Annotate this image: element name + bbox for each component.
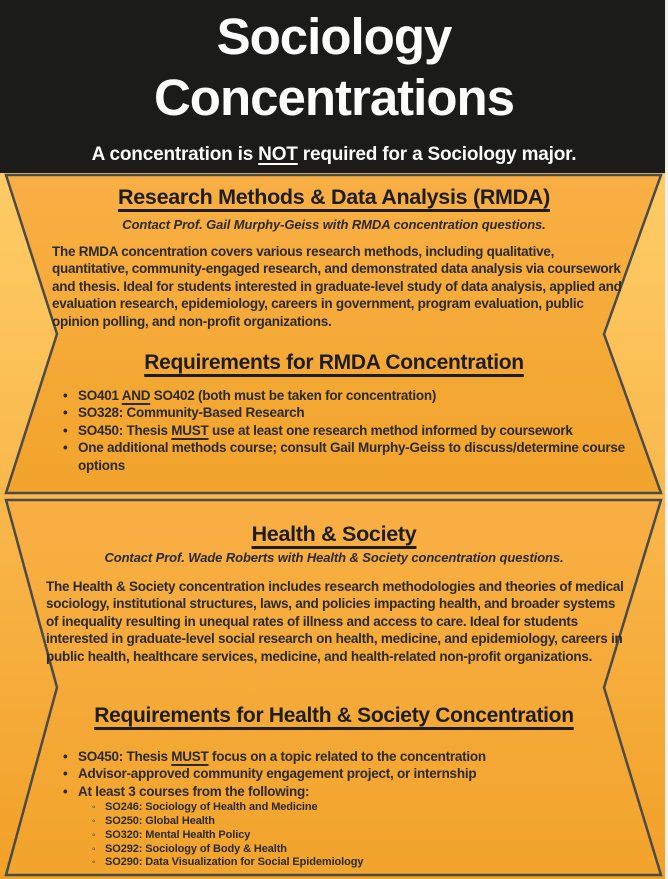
list-item: • SO450: Thesis MUST focus on a topic related to the concentration [63,748,638,765]
rmda-requirements-list [63,387,638,474]
header [0,0,668,173]
sub-list-item: ◦ SO290: Data Visualization for Social Epidemiology [92,856,638,870]
header-subtitle-post: required for a Sociology major. [297,144,577,165]
health-contact-note: Contact Prof. Wade Roberts with Health & Society concentration questions. [104,550,564,565]
page-title: Sociology Concentrations [153,8,515,126]
health-requirements-heading: Requirements for Health & Society Concentration [94,704,574,727]
sub-list-item: ◦ SO250: Global Health [92,815,638,829]
header-subtitle-pre: A concentration is [91,144,259,165]
rmda-contact-note: Contact Prof. Gail Murphy-Geiss with RMDA concentration questions. [122,217,546,232]
health-description: The Health & Society concentration includes research methodologies and theories of medical sociology, institutional structures, laws, and policies impacting health, and broader systems of inequality resulting in unequal rates of illness and access to care. Ideal for students interested in graduate-level social research on health, medicine, and epidemiology, careers in public health, healthcare services, medicine, and health-related non-profit organizations. [46,579,624,664]
list-item: • Advisor-approved community engagement project, or internship [63,765,638,782]
header-subtitle [0,144,668,166]
list-item: • At least 3 courses from the following: ◦ SO246: Sociology of Health and Medicine ◦ SO250: Global Health ◦ SO320: Mental Health Policy ◦ SO292: Sociology of Body & Health ◦ SO290: Data Visualization for Social Epidemiology [63,783,638,870]
list-item: • SO450: Thesis MUST use at least one research method informed by coursework [63,422,638,439]
rmda-heading: Research Methods & Data Analysis (RMDA) [118,185,550,209]
header-subtitle-emphasis: NOT [258,144,298,165]
health-requirements-list [63,748,638,870]
sub-list-item: ◦ SO320: Mental Health Policy [92,829,638,843]
health-society-panel [0,498,668,877]
health-heading: Health & Society [251,522,417,546]
list-item: • SO401 AND SO402 (both must be taken for concentration) [63,387,638,404]
sub-list-item: ◦ SO246: Sociology of Health and Medicine [92,801,638,815]
rmda-requirements-heading: Requirements for RMDA Concentration [144,351,524,374]
list-item: • SO328: Community-Based Research [63,404,638,421]
rmda-panel [0,173,668,495]
list-item: • One additional methods course; consult Gail Murphy-Geiss to discuss/determine course options [63,439,638,474]
rmda-description: The RMDA concentration covers various research methods, including qualitative, quantitative, community-engaged research, and demonstrated data analysis via coursework and thesis. Ideal for students interested in graduate-level study of data analysis, applied and evaluation research, epidemiology, careers in government, program evaluation, public opinion polling, and non-profit organizations. [52,244,622,329]
health-course-sublist [78,801,638,870]
sub-list-item: ◦ SO292: Sociology of Body & Health [92,843,638,857]
